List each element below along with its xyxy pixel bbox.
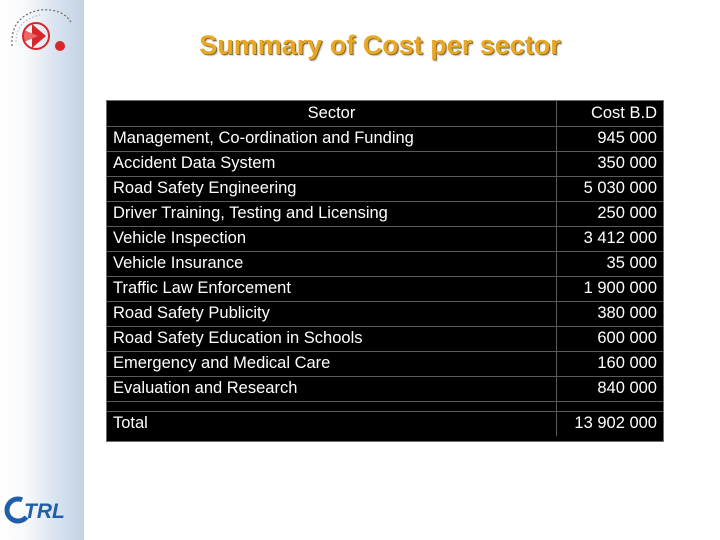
trl-logo-text: TRL: [24, 500, 65, 523]
sector-name: Road Safety Education in Schools: [107, 326, 557, 351]
sector-cost: 250 000: [597, 204, 657, 222]
sector-name: Vehicle Insurance: [107, 251, 557, 276]
table-row: [107, 226, 663, 252]
table-row: [107, 126, 663, 152]
left-gradient-bar: [0, 0, 84, 540]
sector-name: Management, Co-ordination and Funding: [107, 126, 557, 151]
sector-name: Evaluation and Research: [107, 376, 557, 401]
sector-name: Road Safety Engineering: [107, 176, 557, 201]
table-row: [107, 176, 663, 202]
table-header-row: [107, 101, 663, 127]
table-row: [107, 301, 663, 327]
trl-logo: [4, 488, 78, 532]
sector-name: Emergency and Medical Care: [107, 351, 557, 376]
table-row: [107, 376, 663, 402]
table-row: [107, 201, 663, 227]
total-label: Total: [107, 411, 557, 436]
cost-per-sector-table: [106, 100, 664, 442]
table-row: [107, 251, 663, 277]
sector-cost: 600 000: [597, 329, 657, 347]
spacer-cell: [107, 401, 557, 411]
sector-cost: 380 000: [597, 304, 657, 322]
sector-cost: 5 030 000: [583, 179, 657, 197]
header-sector: Sector: [107, 101, 557, 126]
sector-cost: 945 000: [597, 129, 657, 147]
table-total-row: [107, 411, 663, 436]
sector-cost: 160 000: [597, 354, 657, 372]
sector-name: Vehicle Inspection: [107, 226, 557, 251]
emblem-dot: [55, 41, 65, 51]
sector-name: Driver Training, Testing and Licensing: [107, 201, 557, 226]
sector-name: Road Safety Publicity: [107, 301, 557, 326]
sector-cost: 350 000: [597, 154, 657, 172]
sector-cost: 1 900 000: [583, 279, 657, 297]
sector-cost: 840 000: [597, 379, 657, 397]
table-row: [107, 276, 663, 302]
emblem-arc-lettering: [12, 10, 72, 46]
sector-cost: 3 412 000: [583, 229, 657, 247]
sector-name: Traffic Law Enforcement: [107, 276, 557, 301]
sector-cost: 35 000: [606, 254, 657, 272]
table-row: [107, 151, 663, 177]
header-cost: Cost B.D: [590, 104, 657, 122]
table-row: [107, 326, 663, 352]
total-cost: 13 902 000: [574, 414, 657, 432]
page-title: Summary of Cost per sector: [199, 30, 561, 60]
table-row: [107, 351, 663, 377]
road-safety-emblem-logo: [2, 2, 78, 70]
sector-name: Accident Data System: [107, 151, 557, 176]
